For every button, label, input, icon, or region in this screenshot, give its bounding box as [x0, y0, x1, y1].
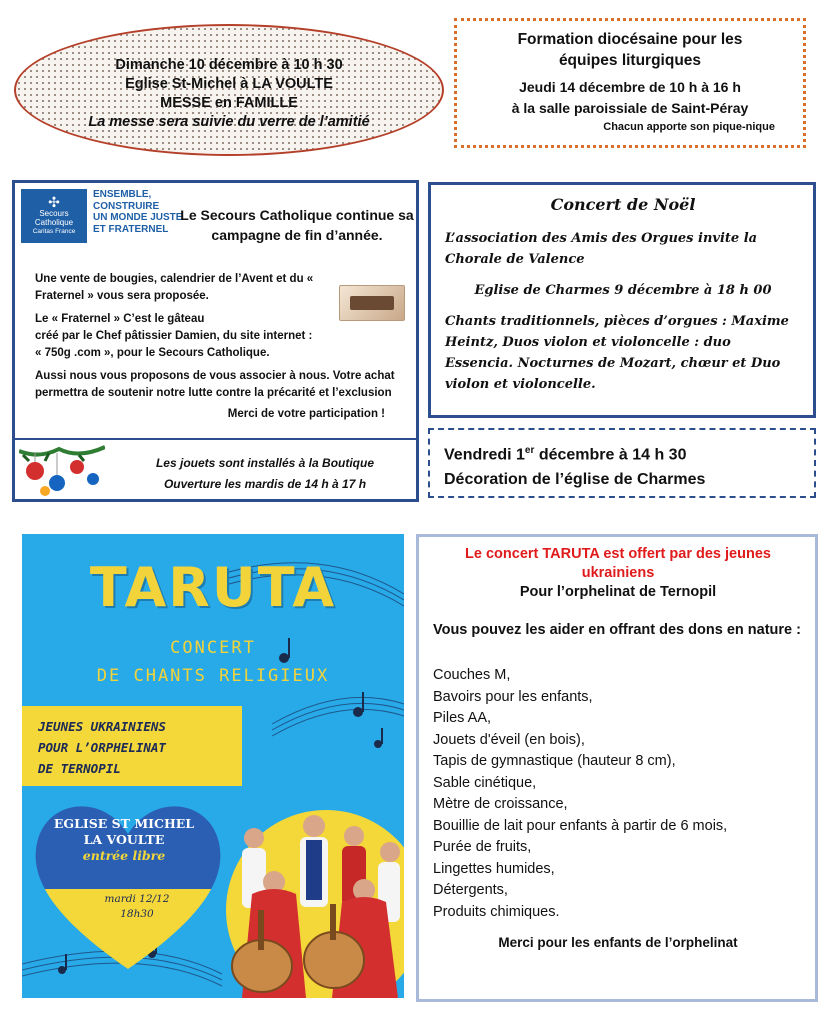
noel-title: Concert de Noël [550, 195, 696, 214]
concert-noel-box [428, 182, 816, 418]
secours-p2-line: créé par le Chef pâtissier Damien, du site internet : [35, 330, 313, 342]
christmas-baubles-icon [19, 445, 105, 499]
singers-photo [214, 780, 404, 998]
messe-title: MESSE en FAMILLE [160, 95, 298, 111]
heart-date-1: mardi 12/12 [104, 893, 170, 905]
secours-p2 [35, 311, 415, 362]
list-item: Purée de fruits, [433, 839, 532, 855]
list-item: Piles AA, [433, 710, 492, 726]
heart-icon [28, 784, 228, 974]
secours-catholique-logo [21, 189, 87, 243]
formation-note: Chacun apporte son pique-nique [603, 121, 775, 133]
slogan-line: ET FRATERNEL [93, 223, 169, 235]
poster-subtitle-1: CONCERT [170, 638, 256, 658]
decoration-date-b: décembre à 14 h 30 [534, 446, 687, 464]
secours-heading: Le Secours Catholique continue sa campagne de fin d’année. [180, 207, 414, 243]
list-item: Détergents, [433, 882, 508, 898]
formation-box [454, 18, 806, 148]
list-item: Couches M, [433, 667, 511, 683]
heart-date-2: 18h30 [120, 908, 154, 920]
list-item: Bouillie de lait pour enfants à partir de 6 mois, [433, 817, 728, 834]
heart-line-3: entrée libre [82, 848, 166, 863]
heart-text [44, 816, 204, 864]
secours-divider [15, 438, 416, 440]
banner-line: POUR L’ORPHELINAT [38, 740, 166, 755]
dons-for: Pour l’orphelinat de Ternopil [519, 584, 717, 600]
slogan-line: ENSEMBLE, [93, 189, 152, 200]
dons-intro: Le concert TARUTA est offert par des jeunes ukrainiens [465, 546, 771, 581]
list-item: Tapis de gymnastique (hauteur 8 cm), [433, 753, 676, 769]
list-item: Jouets d'éveil (en bois), [433, 731, 585, 748]
slogan-line: CONSTRUIRE [93, 200, 160, 212]
noel-intro: L’association des Amis des Orgues invite la Chorale de Valence [445, 231, 758, 267]
heart-line-2: LA VOULTE [83, 832, 165, 847]
noel-program: Chants traditionnels, pièces d’orgues : Maxime Heintz, Duos violon et violoncelle : duo Essencia. Nocturnes de Mozart, chœur et Duo violon et violoncelle. [445, 314, 789, 392]
decoration-date [444, 438, 814, 467]
banner-line: DE TERNOPIL [38, 761, 121, 776]
secours-p1: Une vente de bougies, calendrier de l’Avent et du « Fraternel » vous sera proposée. [35, 273, 314, 302]
heart-line-1: EGLISE ST MICHEL [53, 816, 195, 831]
formation-title-2: équipes liturgiques [558, 52, 702, 69]
messe-date: Dimanche 10 décembre à 10 h 30 [115, 57, 343, 73]
list-item: Produits chimiques. [433, 903, 560, 920]
secours-body [35, 271, 415, 429]
messe-place: Eglise St-Michel à LA VOULTE [125, 76, 333, 92]
decoration-box [428, 428, 816, 498]
noel-place-date: Eglise de Charmes 9 décembre à 18 h 00 [474, 283, 772, 298]
list-item: Mètre de croissance, [433, 796, 568, 812]
slogan-line: UN MONDE JUSTE [93, 212, 183, 223]
banner-line: JEUNES UKRAINIENS [38, 719, 166, 734]
dove-icon: ✣ [48, 194, 60, 210]
decoration-date-sup: er [524, 445, 535, 456]
jouets-line-2: Ouverture les mardis de 14 h à 17 h [163, 477, 367, 491]
list-item: Bavoirs pour les enfants, [433, 688, 593, 705]
list-item: Sable cinétique, [433, 774, 537, 791]
taruta-poster [22, 534, 404, 998]
jouets-info [115, 453, 415, 495]
secours-slogan [93, 189, 183, 235]
formation-date: Jeudi 14 décembre de 10 h à 16 h [519, 79, 741, 95]
logo-line-3: Caritas France [32, 228, 76, 235]
dons-merci: Merci pour les enfants de l’orphelinat [498, 935, 738, 950]
dons-list [433, 665, 803, 923]
messe-ellipse [14, 24, 444, 156]
jouets-line-1: Les jouets sont installés à la Boutique [155, 456, 375, 470]
formation-title-1: Formation diocésaine pour les [517, 31, 743, 48]
list-item: Lingettes humides, [433, 860, 555, 877]
poster-banner [22, 706, 242, 786]
logo-line-1: Secours [39, 209, 69, 218]
secours-p2-line: Le « Fraternel » C’est le gâteau [35, 313, 205, 325]
poster-subtitle-2: DE CHANTS RELIGIEUX [96, 666, 330, 686]
logo-line-2: Catholique [34, 218, 74, 227]
heart-date [92, 892, 182, 922]
secours-p3: Aussi nous vous proposons de vous associer à nous. Votre achat permettra de soutenir notre lutte contre la précarité et l’exclusion [35, 370, 395, 399]
formation-place: à la salle paroissiale de Saint-Péray [511, 100, 749, 116]
secours-catholique-box [12, 180, 419, 502]
secours-merci: Merci de votre participation ! [227, 408, 385, 420]
decoration-title: Décoration de l’église de Charmes [444, 471, 706, 489]
poster-title: TARUTA [89, 556, 337, 619]
dons-box [416, 534, 818, 1002]
decoration-date-a: Vendredi 1 [444, 446, 525, 464]
messe-note: La messe sera suivie du verre de l’amitié [88, 114, 370, 130]
secours-p2-line: « 750g .com », pour le Secours Catholique. [35, 347, 270, 359]
dons-ask: Vous pouvez les aider en offrant des dons en nature : [433, 622, 801, 638]
